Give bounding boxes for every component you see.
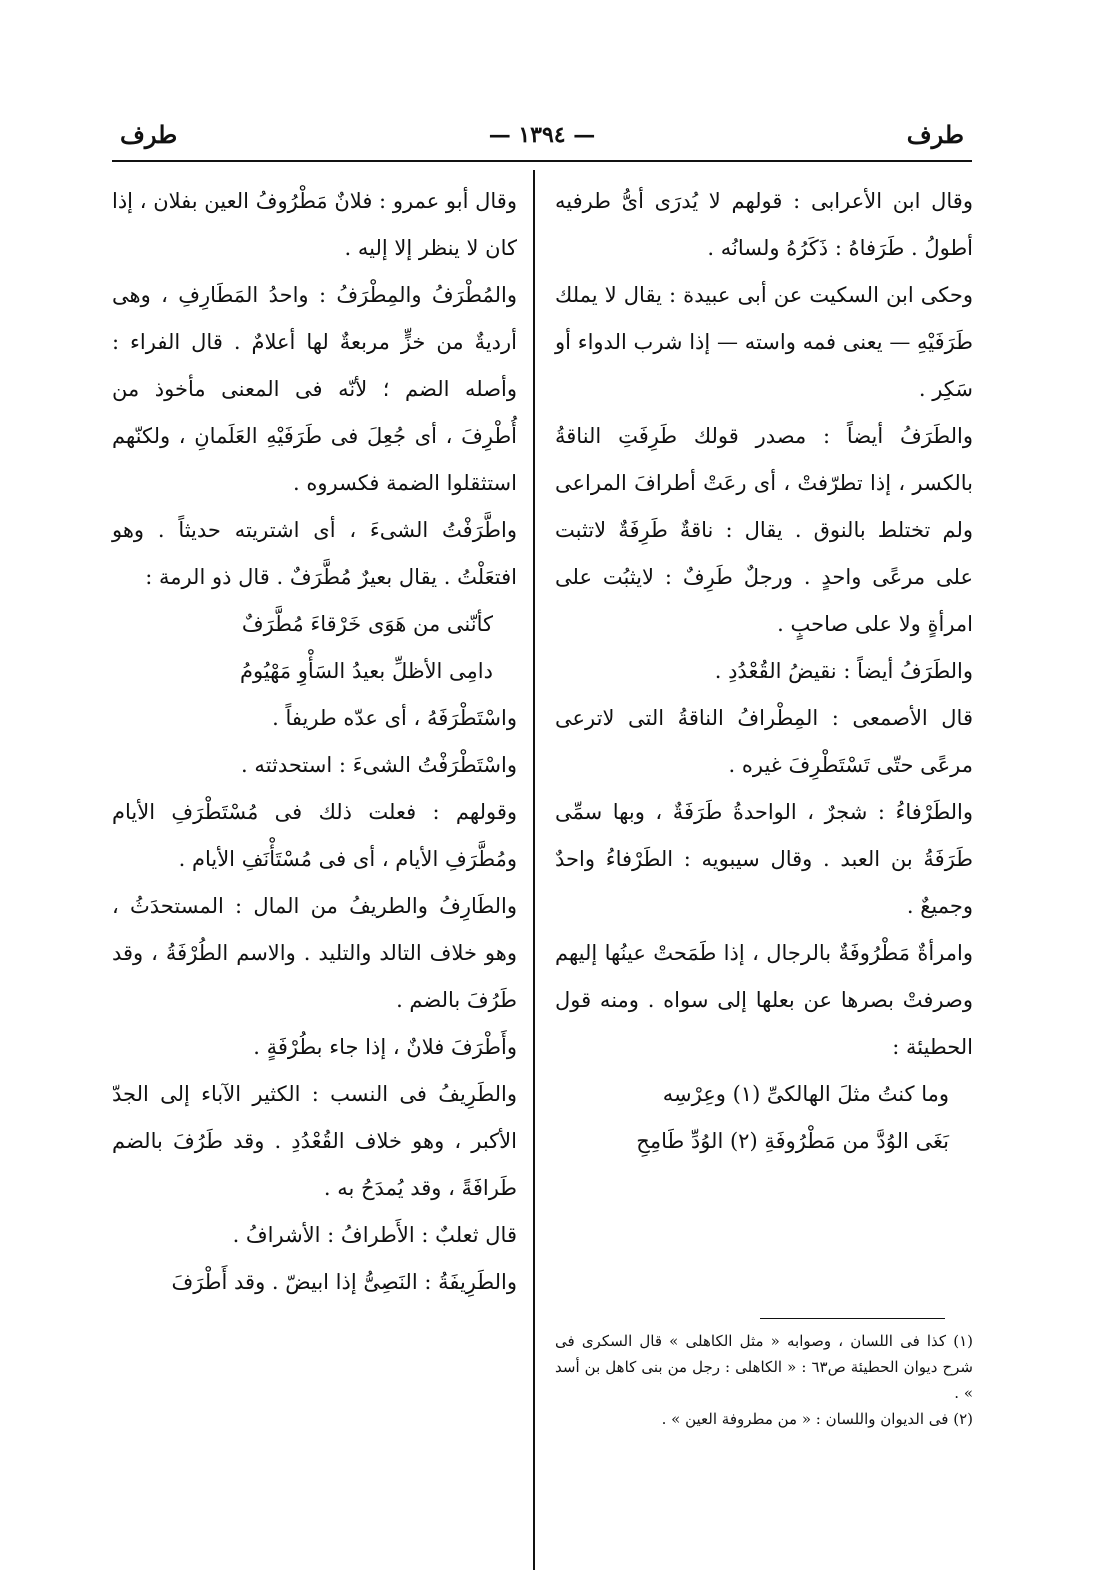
- header-rule: [112, 160, 972, 162]
- entry-paragraph: وامرأةٌ مَطْرُوفَةٌ بالرجال ، إذا طَمَحتْ عينُها إليهم وصرفتْ بصرها عن بعلها إلى سواه . ومنه قول الحطيئة :: [555, 941, 973, 1059]
- entry-paragraph: وقولهم : فعلت ذلك فى مُسْتَطْرَفِ الأيام ومُطَّرَفِ الأيام ، أى فى مُسْتَأْنَفِ الأيام .: [112, 800, 517, 871]
- right-column: [555, 178, 973, 1165]
- entry-paragraph: والطَرْفاءُ : شجرٌ ، الواحدةُ طَرَفَةٌ ، وبها سمِّى طَرَفَةُ بن العبد . وقال سيبويه : الطَرْفاءُ واحدٌ وجميعٌ .: [555, 800, 973, 918]
- entry-paragraph: والمُطْرَفُ والمِطْرَفُ : واحدُ المَطَارِفِ ، وهى أرديةٌ من خزٍّ مربعةٌ لها أعلامٌ . قال الفراء : وأصله الضم ؛ لأنّه فى المعنى مأخوذ من أُطْرِفَ ، أى جُعِلَ فى طَرَفَيْهِ العَلَمانِ ، ولكنّهم استثقلوا الضمة فكسروه .: [112, 283, 517, 495]
- entry-paragraph: والطَرَفُ أيضاً : مصدر قولك طَرِفَتِ الناقةُ بالكسر ، إذا تطرّفتْ ، أى رعَتْ أطرافَ المراعى ولم تختلط بالنوق . يقال : ناقةٌ طَرِفَةٌ لاتثبت على مرعًى واحدٍ . ورجلٌ طَرِفٌ : لايثبُت على امرأةٍ ولا على صاحبٍ .: [555, 424, 973, 636]
- entry-paragraph: واسْتَطْرَفَهُ ، أى عدّه طريفاً .: [272, 706, 517, 730]
- entry-paragraph: واسْتَطْرَفْتُ الشىءَ : استحدثته .: [241, 753, 517, 777]
- verse-line: وما كنتُ مثلَ الهالكىِّ (١) وعِرْسِه: [662, 1082, 949, 1106]
- page-number: — ١٣٩٤ —: [488, 122, 596, 148]
- running-headword-right: طرف: [906, 120, 964, 149]
- entry-paragraph: والطَرِيفُ فى النسب : الكثير الآباء إلى الجدّ الأكبر ، وهو خلاف القُعْدُدِ . وقد طَرُفَ بالضم طَرافَةً ، وقد يُمدَحُ به .: [112, 1082, 517, 1200]
- column-divider: [533, 170, 535, 1570]
- left-column: [112, 178, 517, 1306]
- entry-paragraph: وقال أبو عمرو : فلانٌ مَطْرُوفُ العين بفلان ، إذا كان لا ينظر إلا إليه .: [112, 189, 517, 260]
- footnote: (٢) فى الديوان واللسان : « من مطروفة العين » .: [661, 1410, 973, 1428]
- entry-paragraph: واطَّرَفْتُ الشىءَ ، أى اشتريته حديثاً . وهو افتعَلْتُ . يقال بعيرٌ مُطَّرَفٌ . قال ذو الرمة :: [112, 518, 517, 589]
- verse-line: دامِى الأظلِّ بعيدُ السَأْوِ مَهْيُومُ: [239, 659, 493, 683]
- entry-paragraph: والطَرِيفَةُ : النَصِىُّ إذا ابيضّ . وقد أَطْرَفَ: [171, 1270, 517, 1294]
- verse-line: كأنّنى من هَوَى خَرْقاءَ مُطَّرَفٌ: [241, 612, 493, 636]
- entry-paragraph: قال ثعلبٌ : الأَطرافُ : الأشرافُ .: [232, 1223, 517, 1247]
- page-header: [112, 120, 972, 160]
- entry-paragraph: والطَرَفُ أيضاً : نقيضُ القُعْدُدِ .: [714, 659, 973, 683]
- entry-paragraph: وحكى ابن السكيت عن أبى عبيدة : يقال لا يملك طَرَفَيْهِ — يعنى فمه واسته — إذا شرب الدواء أو سَكِر .: [555, 283, 973, 401]
- entry-paragraph: وأَطْرَفَ فلانٌ ، إذا جاء بطُرْفَةٍ .: [253, 1035, 517, 1059]
- footnote: (١) كذا فى اللسان ، وصوابه « مثل الكاهلى » قال السكرى فى شرح ديوان الحطيئة ص٦٣ : « الكاهلى : رجل من بنى كاهل بن أسد » .: [555, 1332, 973, 1402]
- verse-line: بَغَى الوُدَّ من مَطْرُوفَةِ (٢) الوُدِّ طَامِحِ: [636, 1129, 949, 1153]
- entry-paragraph: وقال ابن الأعرابى : قولهم لا يُدرَى أىُّ طرفيه أطولُ . طَرَفاهُ : ذَكَرُهُ ولسانُه .: [555, 189, 973, 260]
- footnote-rule: [760, 1318, 945, 1319]
- entry-paragraph: والطَارِفُ والطريفُ من المال : المستحدَثُ ، وهو خلاف التالد والتليد . والاسم الطُرْفَةُ ، وقد طَرُفَ بالضم .: [112, 894, 517, 1012]
- footnotes: [555, 1328, 973, 1432]
- running-headword-left: طرف: [120, 120, 178, 149]
- entry-paragraph: قال الأصمعى : المِطْرافُ الناقةُ التى لاترعى مرعًى حتّى تَسْتَطْرِفَ غيره .: [555, 706, 973, 777]
